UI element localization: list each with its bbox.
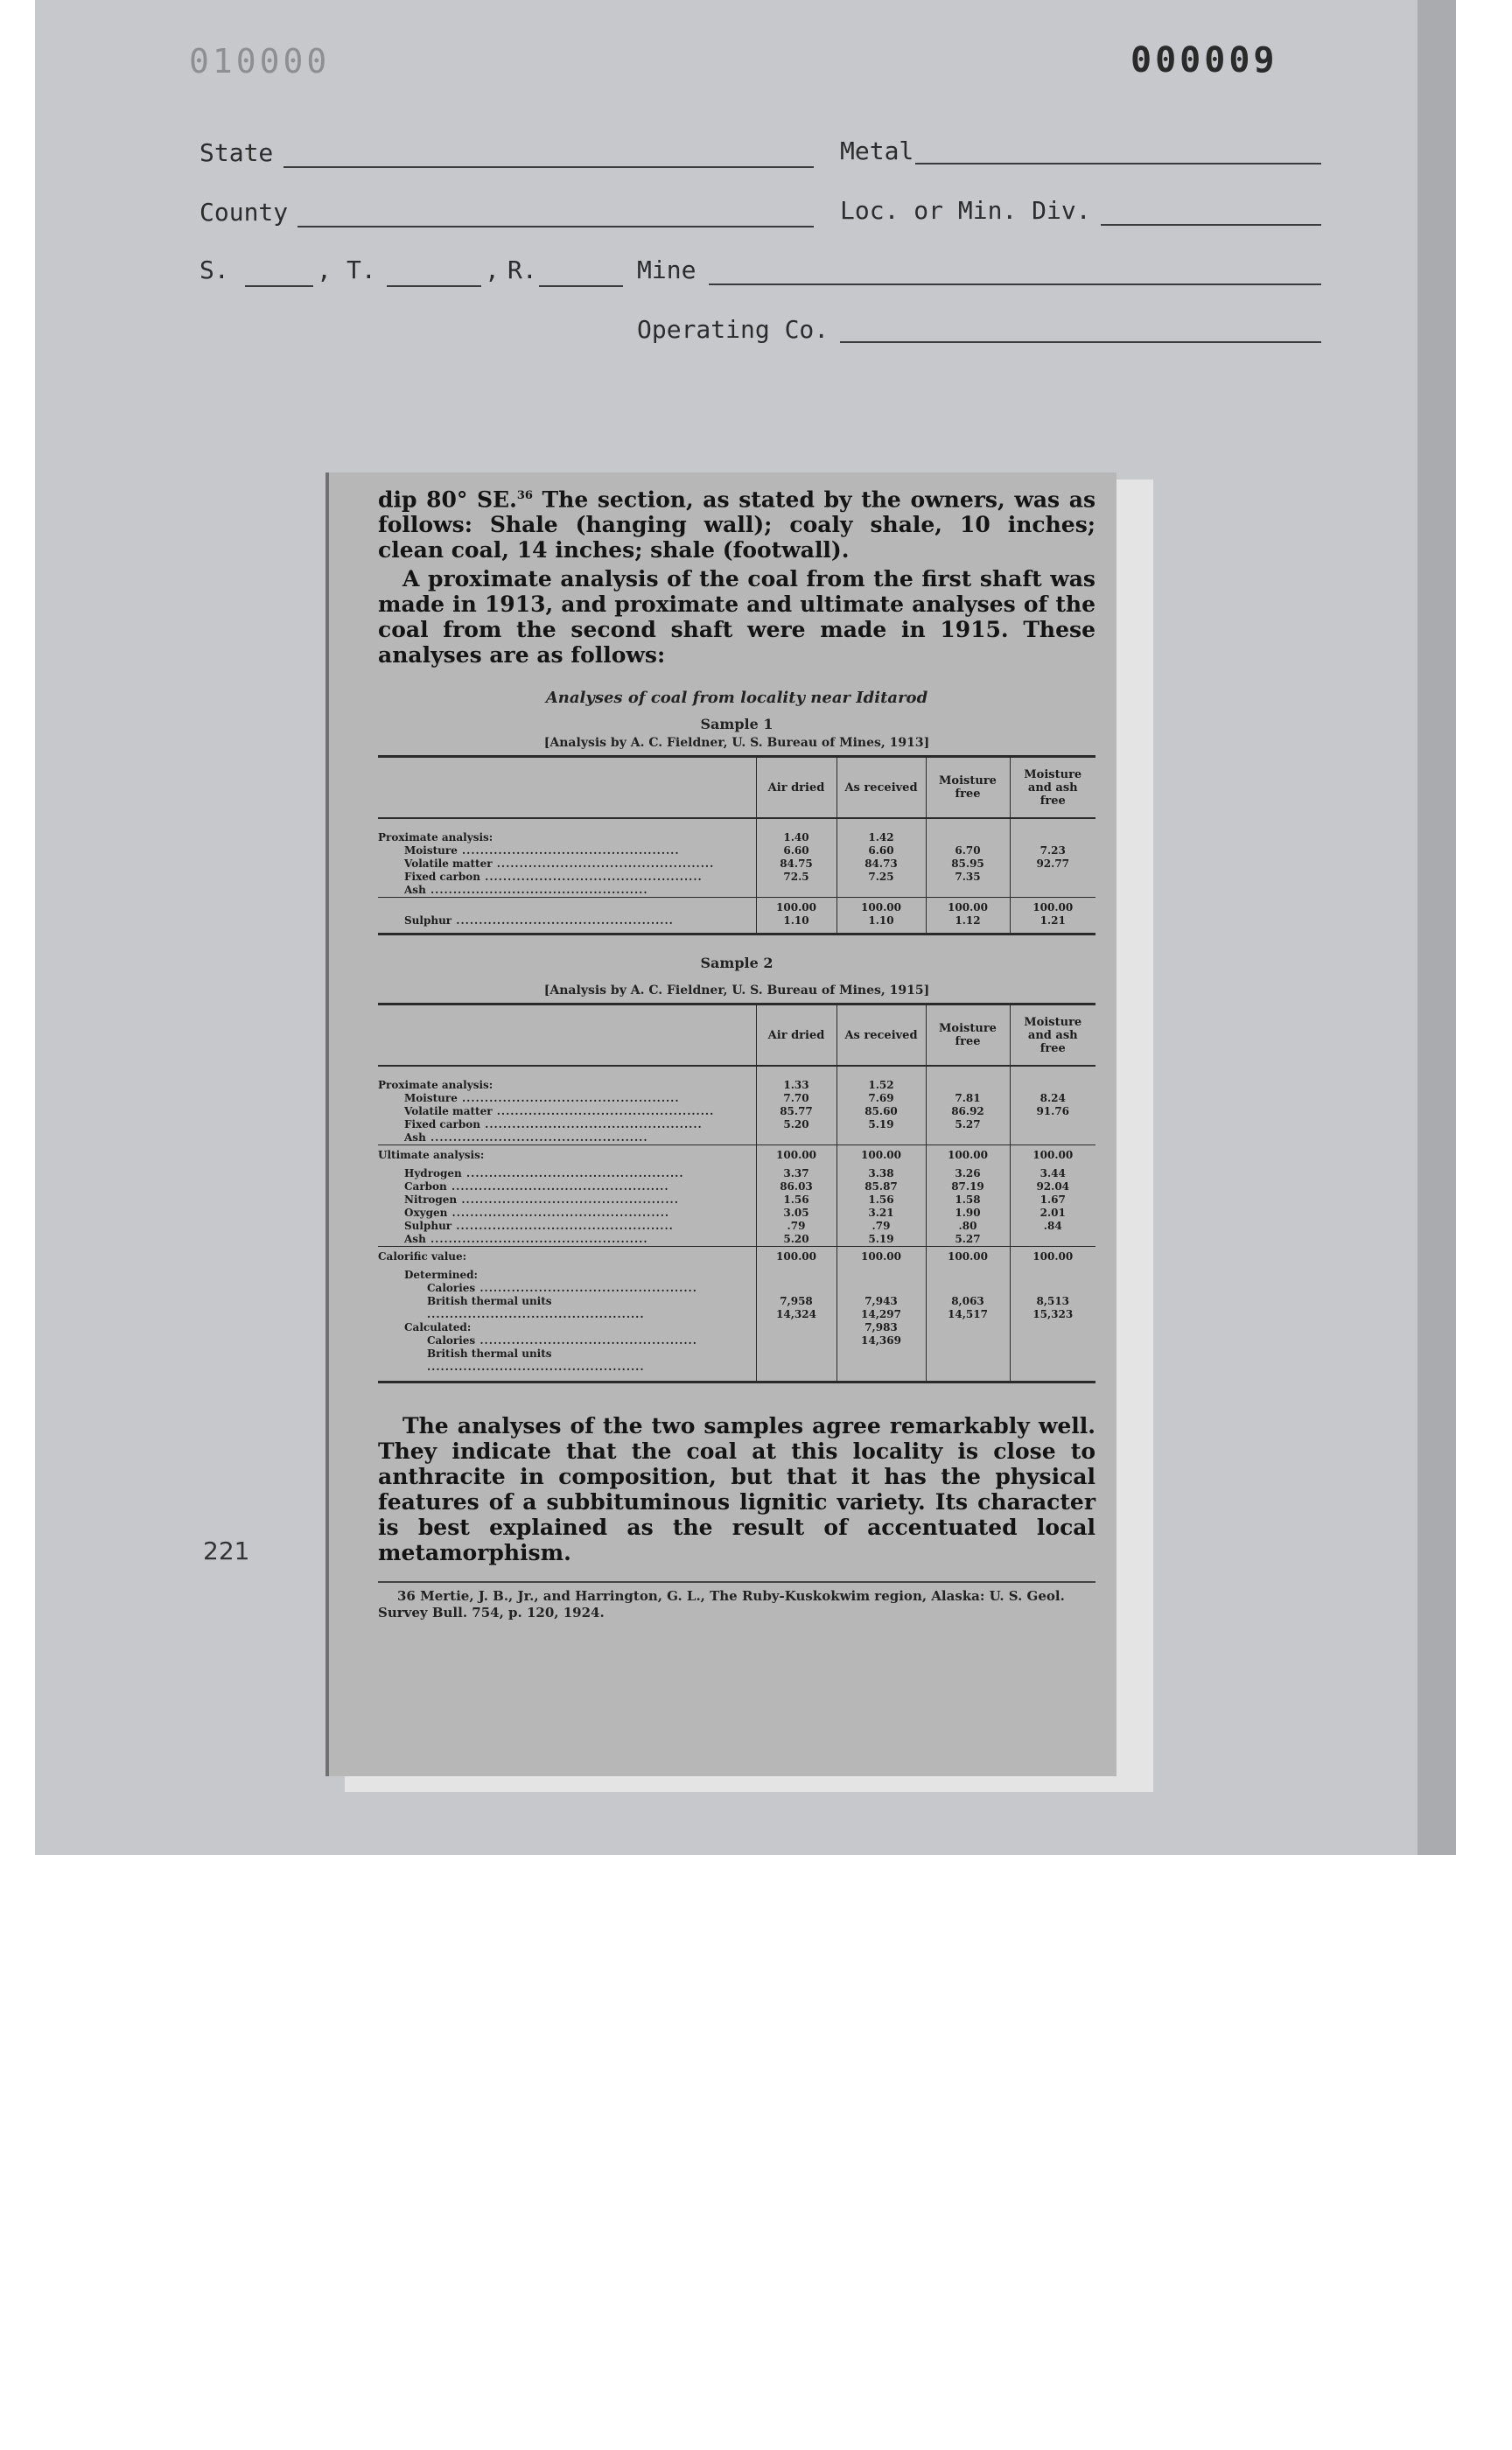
row-label: Sulphur ..... [378,1220,751,1233]
table-title: Analyses of coal from locality near Iditarod [545,689,928,708]
table-cell: 100.00 [926,1145,1010,1168]
column-header [378,1004,756,1067]
table-cell: 100.00 1.21 [1010,898,1096,934]
row-label: Volatile matter ..... [378,858,751,871]
column-header: Air dried [756,1004,836,1067]
row-label: Determined: [404,1269,478,1282]
row-group-label: Proximate analysis: [378,1079,494,1092]
row-label: Nitrogen ..... [378,1194,751,1207]
table-cell: 8,513 15,323 [1010,1269,1096,1382]
table-cell: 7.23 92.77 [1010,818,1096,898]
row-label: Ash ..... [378,1233,751,1246]
township-label: T. [346,256,376,284]
table-cell: 100.00 [1010,1145,1096,1168]
card-code-right: 000009 [1130,40,1278,80]
table-cell: 1.33 7.70 85.77 5.20 [756,1066,836,1145]
loc-label: Loc. or Min. Div. [840,196,1091,225]
table-cell: 100.00 1.10 [756,898,836,934]
column-header: Moisture free [926,1004,1010,1067]
table-cell: 1.42 6.60 84.73 7.25 [836,818,926,898]
mine-field [709,284,1321,285]
card-code-left: 010000 [189,42,331,80]
section-field [245,285,313,287]
operating-label: Operating Co. [637,315,830,344]
table-cell: 8,063 14,517 [926,1269,1010,1382]
table-cell: 100.00 [756,1145,836,1168]
county-field [298,226,814,228]
row-label: Calculated: [404,1321,472,1334]
row-group-label: Ultimate analysis: [378,1149,485,1162]
footnote: 36 Mertie, J. B., Jr., and Harrington, G. L., The Ruby-Kuskokwim region, Alaska: U. S. Geol. Survey Bull. 754, p. 120, 1924. [378,1581,1096,1621]
column-header [378,757,756,819]
table-cell: 6.70 85.95 7.35 [926,818,1010,898]
state-field [284,166,814,168]
sample-1-table [378,755,1096,935]
column-header: Air dried [756,757,836,819]
operating-field [840,341,1321,343]
row-label: Volatile matter ..... [378,1105,751,1118]
table-cell: 3.44 92.04 1.67 2.01 .84 [1010,1167,1096,1247]
row-label: British thermal units ..... [378,1348,751,1374]
row-label: Ash ..... [378,884,751,897]
row-label: Calories ..... [378,1334,751,1348]
paragraph-1: dip 80° SE.$^{36}$ The section, as stated by the owners, was as follows: Shale (hanging wall); coaly shale, 10 inches; clean coal, 14 inches; shale (footwall). [378,486,1096,564]
table-cell: 3.38 85.87 1.56 3.21 .79 5.19 [836,1167,926,1247]
row-label: Moisture ..... [378,844,751,858]
publication-clipping [326,472,1116,1776]
row-label: Moisture ..... [378,1092,751,1105]
table-cell: 7,943 14,297 7,983 14,369 [836,1269,926,1382]
paragraph-3: The analyses of the two samples agree remarkably well. They indicate that the coal at this locality is close to anthracite in composition, but that it has the physical features of a subbituminous lignitic variety. Its character is best explained as the result of accentuated local metamorphism. [378,1413,1096,1566]
table-cell: 7,958 14,324 [756,1269,836,1382]
table-cell: 7.81 86.92 5.27 [926,1066,1010,1145]
column-header: As received [836,1004,926,1067]
township-field [387,285,481,287]
metal-label: Metal [840,136,914,165]
row-label: Hydrogen ..... [378,1167,751,1180]
table-cell: 100.00 1.12 [926,898,1010,934]
sample-1-title: Sample 1 [700,716,774,733]
range-field [539,285,623,287]
sample-2-title: Sample 2 [700,955,774,972]
row-label: Fixed carbon ..... [378,1118,751,1131]
sample-1-analyst: [Analysis by A. C. Fieldner, U. S. Bureau of Mines, 1913] [543,736,930,751]
row-label: British thermal units ..... [378,1295,751,1321]
row-label: Oxygen ..... [378,1207,751,1220]
row-label: Ash ..... [378,1131,751,1144]
metal-field [915,163,1321,164]
sample-2-table [378,1003,1096,1383]
row-group-label: Calorific value: [378,1250,467,1264]
table-cell: 100.00 1.10 [836,898,926,934]
row-label: Fixed carbon ..... [378,871,751,884]
card-edge [1418,0,1456,1855]
paragraph-2: A proximate analysis of the coal from the first shaft was made in 1913, and proximate and ultimate analyses of the coal from the second shaft were made in 1915. These analyses are as follows: [378,566,1096,668]
section-label: S. [200,256,229,284]
loc-field [1101,224,1321,226]
table-cell: 100.00 [756,1247,836,1270]
table-cell: 1.40 6.60 84.75 72.5 [756,818,836,898]
row-label: Calories ..... [378,1282,751,1295]
table-cell: 8.24 91.76 [1010,1066,1096,1145]
table-cell: 3.26 87.19 1.58 1.90 .80 5.27 [926,1167,1010,1247]
state-label: State [200,138,274,167]
table-cell: 100.00 [836,1145,926,1168]
column-header: Moisture free [926,757,1010,819]
page-number: 221 [203,1536,250,1565]
row-group-label: Proximate analysis: [378,831,494,844]
sample-2-analyst: [Analysis by A. C. Fieldner, U. S. Bureau of Mines, 1915] [543,984,930,998]
column-header: As received [836,757,926,819]
table-cell: 100.00 [926,1247,1010,1270]
table-cell: 100.00 [1010,1247,1096,1270]
column-header: Moisture and ash free [1010,757,1096,819]
table-cell: 3.37 86.03 1.56 3.05 .79 5.20 [756,1167,836,1247]
county-label: County [200,198,289,227]
table-cell: 1.52 7.69 85.60 5.19 [836,1066,926,1145]
column-header: Moisture and ash free [1010,1004,1096,1067]
range-label: R. [508,256,537,284]
mine-label: Mine [637,256,696,284]
row-label: Carbon ..... [378,1180,751,1194]
row-label: Sulphur ..... [378,914,751,928]
table-cell: 100.00 [836,1247,926,1270]
